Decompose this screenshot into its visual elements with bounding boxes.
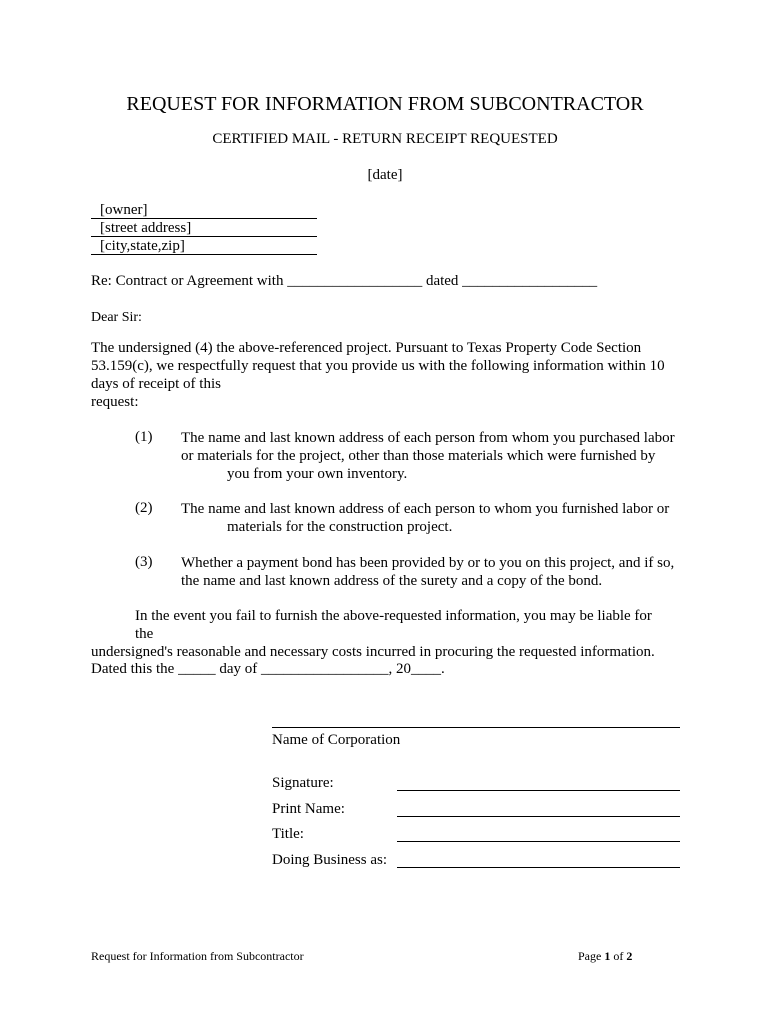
closing-paragraph <box>91 607 671 661</box>
dated-line: Dated this the _____ day of _________________, 20____. <box>91 661 445 677</box>
closing-line: In the event you fail to furnish the above-requested information, you may be liable for the <box>135 608 652 642</box>
certified-mail-notice: CERTIFIED MAIL - RETURN RECEIPT REQUESTED <box>212 131 558 147</box>
re-line: Re: Contract or Agreement with __________________ dated __________________ <box>91 273 598 289</box>
date-placeholder: [date] <box>367 167 403 183</box>
print-name-label: Print Name: <box>272 801 345 817</box>
signature-label: Signature: <box>272 775 334 791</box>
page-word: Page <box>578 949 602 963</box>
item-line: The name and last known address of each person from whom you purchased labor <box>181 430 675 446</box>
item-line: the name and last known address of the surety and a copy of the bond. <box>181 573 603 589</box>
item-text <box>181 429 686 483</box>
item-text <box>181 500 686 536</box>
item-text <box>181 554 686 590</box>
intro-paragraph <box>91 339 671 411</box>
item-line: Whether a payment bond has been provided by or to you on this project, and if so, <box>181 555 675 571</box>
dba-label: Doing Business as: <box>272 852 388 868</box>
print-name-line <box>397 816 680 817</box>
owner-field: [owner] <box>91 202 317 219</box>
closing-line: undersigned's reasonable and necessary costs incurred in procuring the requested information. <box>91 644 655 660</box>
item-line: materials for the construction project. <box>227 519 453 535</box>
corporation-name-label: Name of Corporation <box>272 732 401 748</box>
footer-document-name: Request for Information from Subcontractor <box>91 949 304 963</box>
footer-page-number <box>578 949 632 964</box>
document-title: REQUEST FOR INFORMATION FROM SUBCONTRACTOR <box>126 93 644 115</box>
salutation: Dear Sir: <box>91 310 142 325</box>
item-line: or materials for the project, other than those materials which were furnished by <box>181 448 656 464</box>
street-address-field: [street address] <box>91 220 317 237</box>
item-number: (1) <box>135 429 153 445</box>
item-line: The name and last known address of each person to whom you furnished labor or <box>181 501 670 517</box>
intro-line: request: <box>91 394 139 410</box>
title-label: Title: <box>272 826 304 842</box>
page-total: 2 <box>626 949 633 963</box>
city-state-zip-field: [city,state,zip] <box>91 238 317 255</box>
intro-line: 53.159(c), we respectfully request that you provide us with the following information within 10 <box>91 358 665 374</box>
dba-line <box>397 867 680 868</box>
of-word: of <box>613 949 624 963</box>
title-line <box>397 841 680 842</box>
intro-line: The undersigned (4) the above-referenced project. Pursuant to Texas Property Code Section <box>91 340 642 356</box>
page-current: 1 <box>604 949 611 963</box>
corporation-signature-line <box>272 727 680 728</box>
item-number: (3) <box>135 554 153 570</box>
signature-line <box>397 790 680 791</box>
item-line: you from your own inventory. <box>227 466 408 482</box>
intro-line: days of receipt of this <box>91 376 221 392</box>
item-number: (2) <box>135 500 153 516</box>
